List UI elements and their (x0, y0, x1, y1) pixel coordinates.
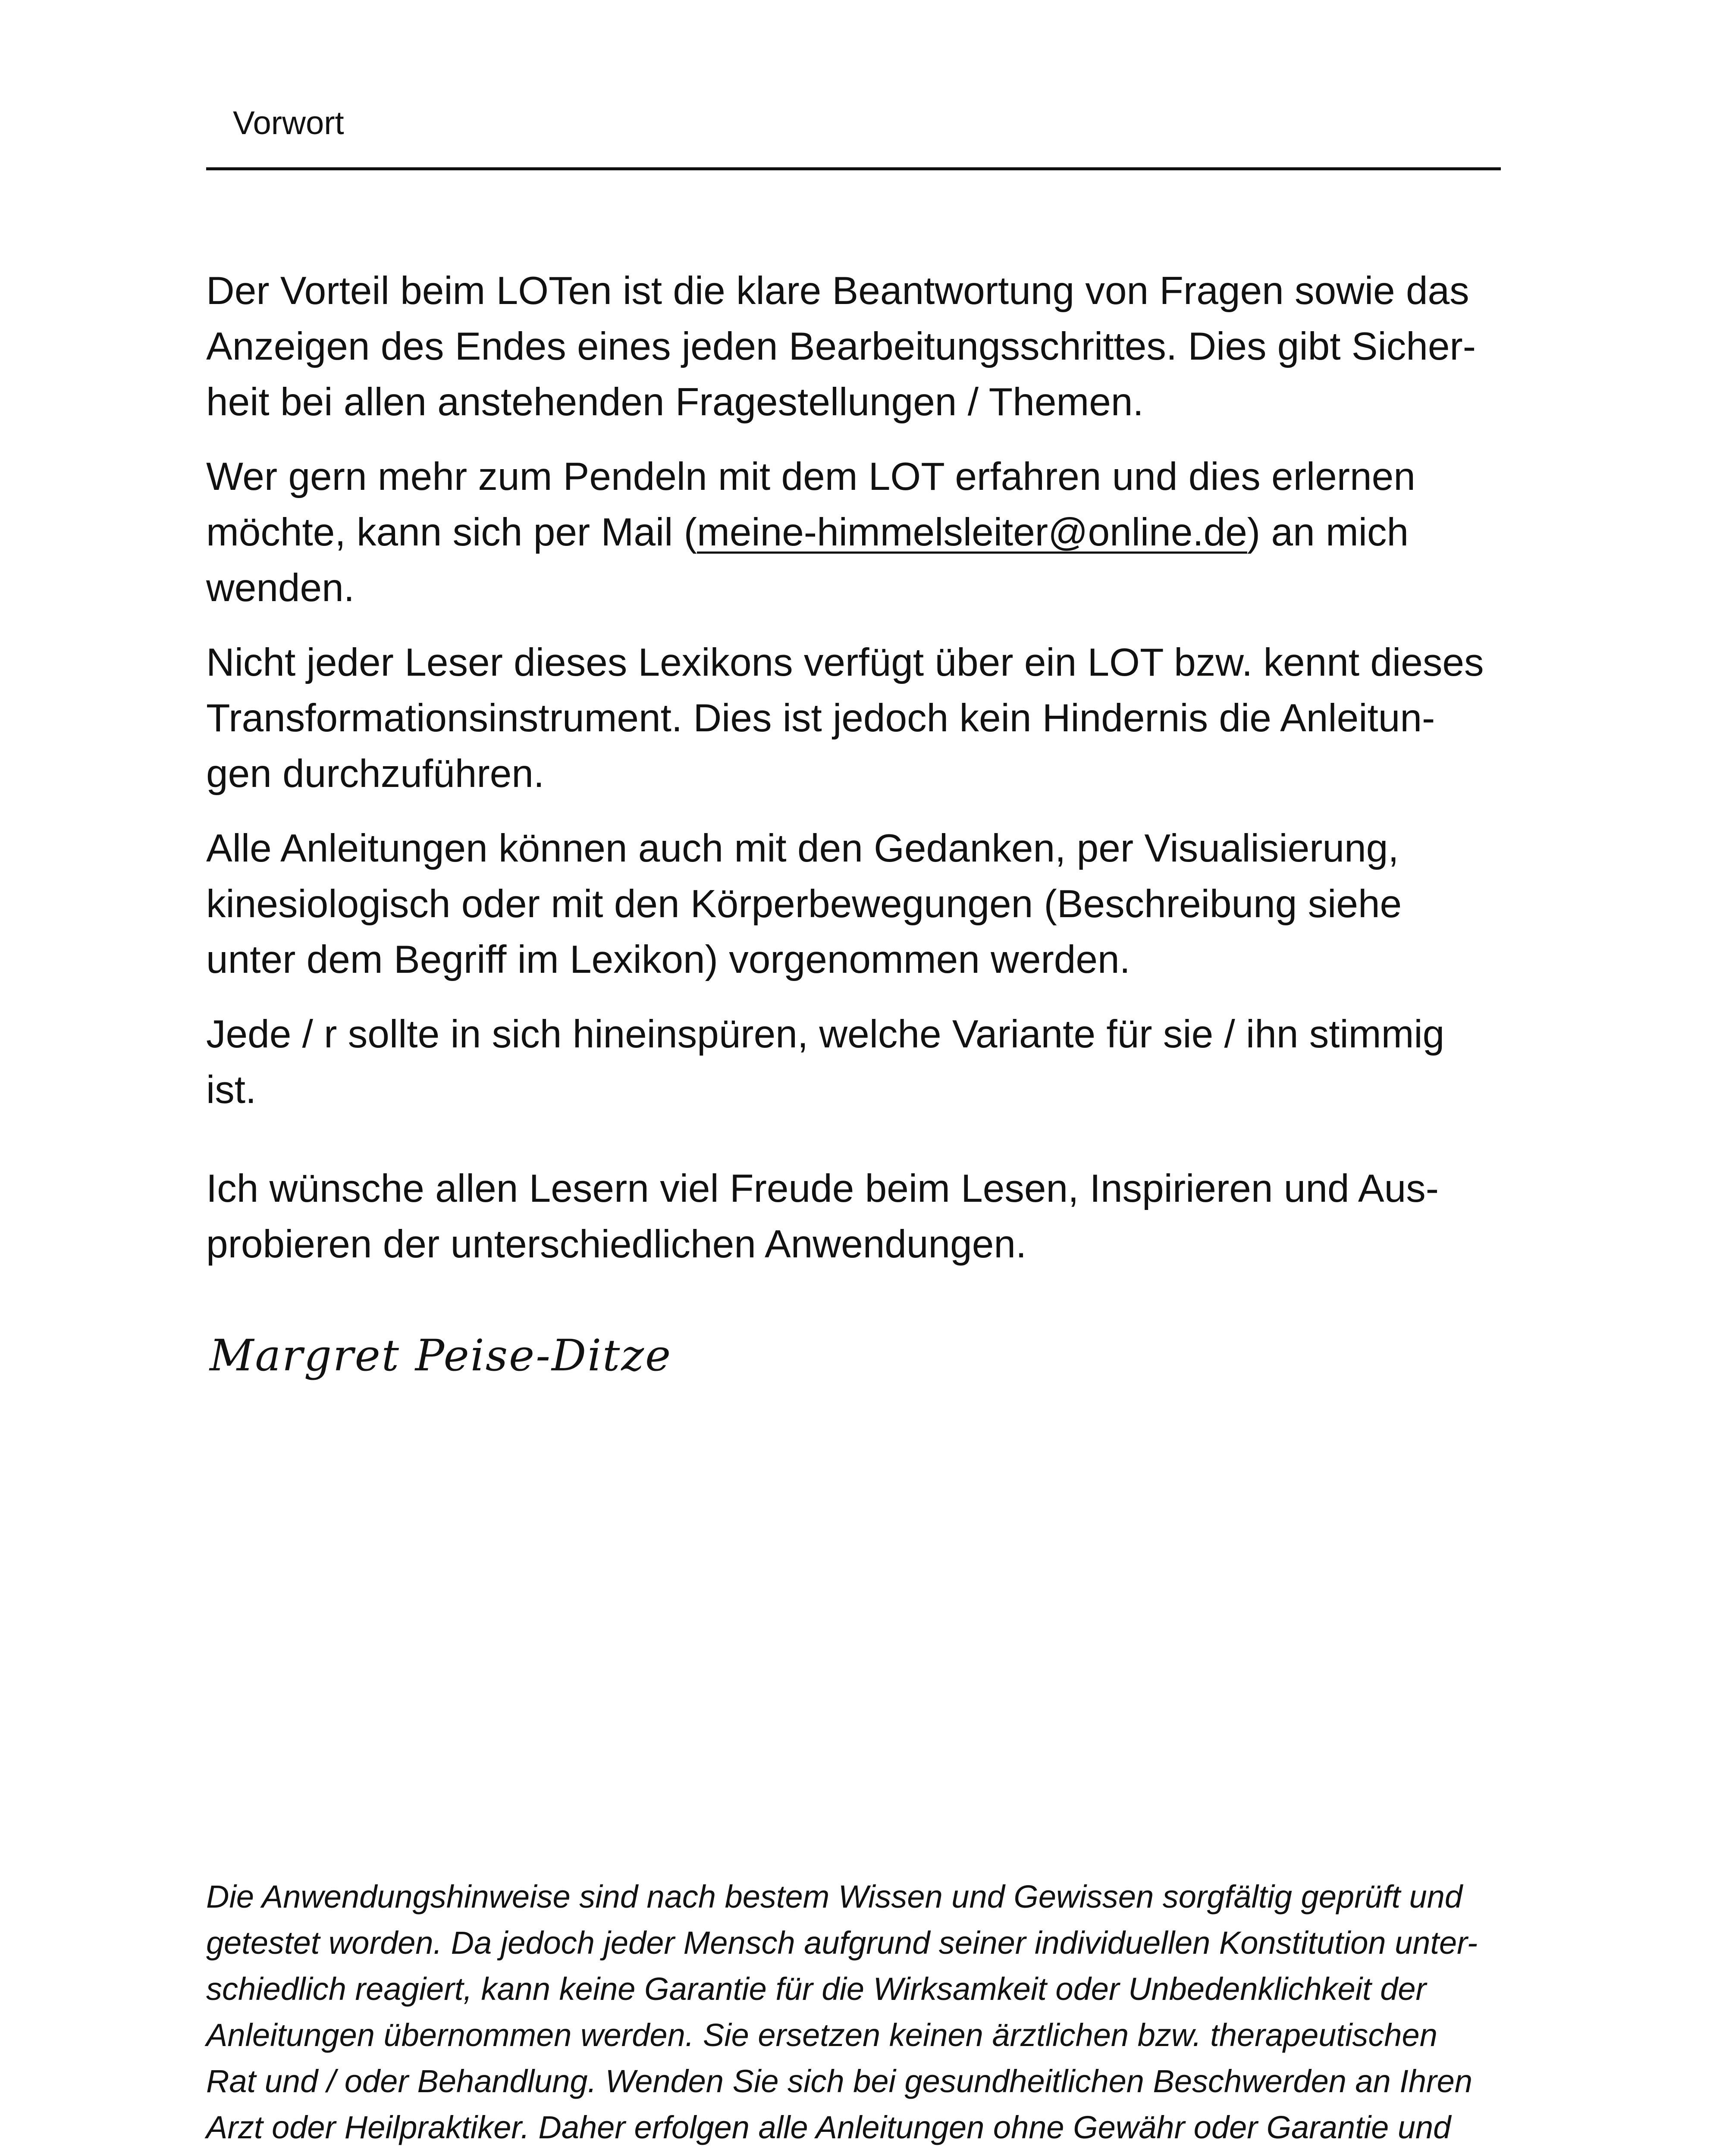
disclaimer-text: Die Anwendungshinweise sind nach bestem Wissen und Gewissen sorgfältig geprüft und getestet worden. Da jedoch jeder Mensch aufgrund seiner individuellen Konstitution unter- schiedlich reagiert, kann keine Garantie für die Wirksamkeit oder Unbedenklichkeit der Anleitungen übernommen werden. Sie ersetzen keinen ärztlichen bzw. therapeutischen Rat und / oder Behandlung. Wenden Sie sich bei gesundheitlichen Beschwerden an Ihren Arzt oder Heilpraktiker. Daher erfolgen alle Anleitungen ohne Gewähr oder Garantie und (206, 1879, 1478, 2145)
paragraph-choose-variant: Jede / r sollte in sich hineinspüren, welche Variante für sie / ihn stimmig ist. (206, 1012, 1445, 1112)
paragraph-wishes: Ich wünsche allen Lesern viel Freude beim Lesen, Inspirieren und Aus- probieren der unterschiedlichen Anwendungen. (206, 1167, 1439, 1266)
contact-text-before: Wer gern mehr zum Pendeln mit dem LOT erfahren und dies erlernen möchte, kann sich per Mail ( (206, 455, 1415, 554)
author-signature: Margret Peise-Ditze (210, 1330, 672, 1381)
header-rule (206, 167, 1501, 170)
running-header-title: Vorwort (233, 105, 344, 141)
email-link[interactable]: meine-himmelsleiter@online.de (697, 511, 1247, 554)
contact-text-after: ) an mich wenden. (206, 511, 1409, 610)
paragraph-alternatives: Alle Anleitungen können auch mit den Gedanken, per Visualisierung, kinesiologisch oder mit den Körperbewegungen (Beschreibung siehe unter dem Begriff im Lexikon) vorgenommen werden. (206, 827, 1402, 981)
paragraph-lot-advantage: Der Vorteil beim LOTen ist die klare Beantwortung von Fragen sowie das Anzeigen des Endes eines jeden Bearbeitungsschrittes. Dies gibt Sicher- heit bei allen anstehenden Fragestellungen / Themen. (206, 269, 1476, 424)
paragraph-no-lot: Nicht jeder Leser dieses Lexikons verfügt über ein LOT bzw. kennt dieses Transformationsinstrument. Dies ist jedoch kein Hindernis die Anleitun- gen durchzuführen. (206, 641, 1484, 796)
body-text (206, 263, 1522, 1291)
paragraph-contact (206, 449, 1522, 616)
